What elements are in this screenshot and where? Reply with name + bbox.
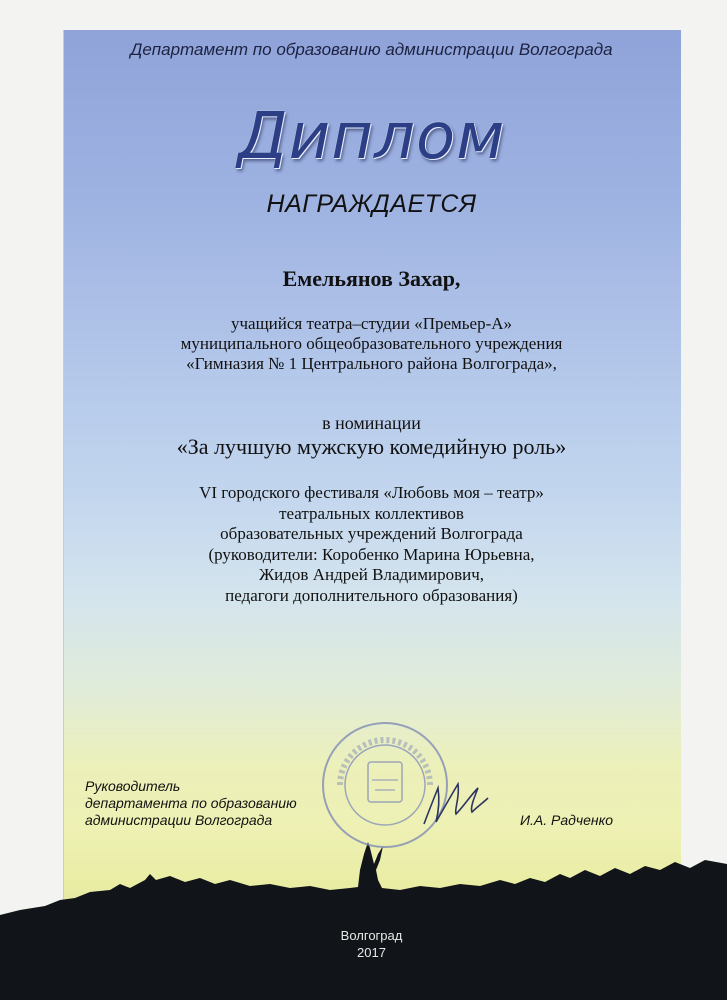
footer-year: 2017 [357, 945, 386, 960]
description-line: «Гимназия № 1 Центрального района Волгограда», [186, 354, 557, 373]
signature-icon [420, 768, 490, 828]
festival-line: образовательных учреждений Волгограда [220, 524, 523, 543]
city-silhouette [0, 840, 727, 1000]
nomination-intro: в номинации [322, 413, 421, 433]
description-line: учащийся театра–студии «Премьер-А» [230, 314, 513, 333]
signer-name: И.А. Радченко [520, 812, 614, 828]
recipient-description [63, 314, 680, 374]
diploma-title: Диплом [237, 100, 506, 174]
festival-description [63, 483, 680, 606]
awarded-subtitle: НАГРАЖДАЕТСЯ [266, 190, 477, 218]
nomination-title: «За лучшую мужскую комедийную роль» [176, 434, 567, 459]
festival-line: педагоги дополнительного образования) [225, 585, 518, 605]
festival-line: театральных коллективов [279, 503, 464, 523]
signer-line: Руководитель [85, 778, 181, 794]
festival-line: Жидов Андрей Владимирович, [258, 565, 485, 584]
recipient-name: Емельянов Захар, [282, 266, 461, 291]
footer-city: Волгоград [340, 928, 403, 943]
signer-line: администрации Волгограда [85, 812, 273, 828]
signer-line: департамента по образованию [85, 795, 297, 811]
festival-line: (руководители: Коробенко Марина Юрьевна, [208, 544, 535, 564]
festival-line: VI городского фестиваля «Любовь моя – театр» [199, 483, 544, 502]
description-line: муниципального общеобразовательного учреждения [180, 334, 563, 353]
signer-position [85, 778, 297, 829]
department-header: Департамент по образованию администрации Волгограда [130, 40, 613, 59]
